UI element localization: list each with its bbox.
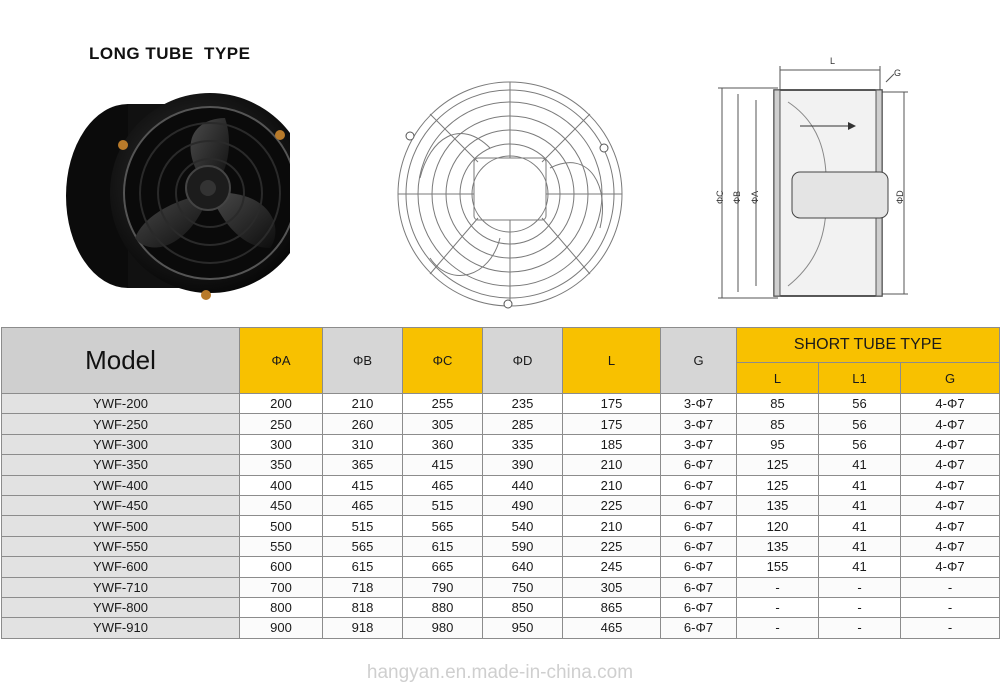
value-cell-b: 718 bbox=[323, 577, 403, 597]
value-cell-g: 6-Φ7 bbox=[661, 495, 737, 515]
value-cell-a: 900 bbox=[240, 618, 323, 638]
value-cell-l: 185 bbox=[563, 434, 661, 454]
value-cell-b: 365 bbox=[323, 455, 403, 475]
table-row bbox=[2, 475, 1000, 495]
value-cell-g: 6-Φ7 bbox=[661, 557, 737, 577]
value-cell-sl: 125 bbox=[737, 455, 819, 475]
value-cell-g: 6-Φ7 bbox=[661, 536, 737, 556]
value-cell-d: 440 bbox=[483, 475, 563, 495]
value-cell-g: 6-Φ7 bbox=[661, 618, 737, 638]
value-cell-a: 250 bbox=[240, 414, 323, 434]
dim-label-phiD: ΦD bbox=[895, 190, 905, 204]
model-cell: YWF-710 bbox=[2, 577, 240, 597]
fan-photo bbox=[50, 78, 290, 310]
value-cell-sl1: 41 bbox=[819, 536, 901, 556]
spec-table bbox=[1, 327, 1000, 639]
value-cell-sl: - bbox=[737, 577, 819, 597]
value-cell-sl1: 41 bbox=[819, 475, 901, 495]
page-title: LONG TUBE TYPE bbox=[89, 44, 251, 63]
value-cell-sl: 135 bbox=[737, 495, 819, 515]
value-cell-l: 225 bbox=[563, 536, 661, 556]
value-cell-sg: 4-Φ7 bbox=[901, 455, 1000, 475]
table-row bbox=[2, 414, 1000, 434]
value-cell-g: 6-Φ7 bbox=[661, 475, 737, 495]
value-cell-a: 800 bbox=[240, 597, 323, 617]
value-cell-c: 665 bbox=[403, 557, 483, 577]
table-row bbox=[2, 536, 1000, 556]
value-cell-sl: - bbox=[737, 597, 819, 617]
value-cell-b: 210 bbox=[323, 394, 403, 414]
grille-drawing bbox=[390, 78, 630, 310]
model-cell: YWF-500 bbox=[2, 516, 240, 536]
value-cell-sl1: 56 bbox=[819, 394, 901, 414]
dim-label-phiB: ΦB bbox=[732, 190, 742, 204]
value-cell-a: 700 bbox=[240, 577, 323, 597]
table-row bbox=[2, 455, 1000, 475]
value-cell-sl: 85 bbox=[737, 414, 819, 434]
model-cell: YWF-400 bbox=[2, 475, 240, 495]
value-cell-l: 175 bbox=[563, 414, 661, 434]
model-cell: YWF-550 bbox=[2, 536, 240, 556]
value-cell-d: 590 bbox=[483, 536, 563, 556]
value-cell-d: 390 bbox=[483, 455, 563, 475]
value-cell-l: 175 bbox=[563, 394, 661, 414]
value-cell-b: 310 bbox=[323, 434, 403, 454]
value-cell-d: 640 bbox=[483, 557, 563, 577]
value-cell-l: 210 bbox=[563, 475, 661, 495]
value-cell-sl1: 41 bbox=[819, 516, 901, 536]
value-cell-b: 918 bbox=[323, 618, 403, 638]
value-cell-a: 400 bbox=[240, 475, 323, 495]
dim-label-G: G bbox=[894, 68, 902, 78]
value-cell-sg: 4-Φ7 bbox=[901, 475, 1000, 495]
value-cell-d: 950 bbox=[483, 618, 563, 638]
table-row bbox=[2, 618, 1000, 638]
value-cell-c: 360 bbox=[403, 434, 483, 454]
short-col-header-g: G bbox=[901, 363, 1000, 394]
value-cell-g: 6-Φ7 bbox=[661, 455, 737, 475]
table-row bbox=[2, 394, 1000, 414]
value-cell-a: 450 bbox=[240, 495, 323, 515]
value-cell-d: 285 bbox=[483, 414, 563, 434]
model-cell: YWF-200 bbox=[2, 394, 240, 414]
value-cell-a: 550 bbox=[240, 536, 323, 556]
col-header-c: ΦC bbox=[403, 328, 483, 394]
model-cell: YWF-350 bbox=[2, 455, 240, 475]
value-cell-sg: 4-Φ7 bbox=[901, 516, 1000, 536]
value-cell-sl1: - bbox=[819, 577, 901, 597]
value-cell-c: 255 bbox=[403, 394, 483, 414]
value-cell-sl1: 41 bbox=[819, 495, 901, 515]
value-cell-l: 305 bbox=[563, 577, 661, 597]
value-cell-d: 750 bbox=[483, 577, 563, 597]
value-cell-a: 600 bbox=[240, 557, 323, 577]
value-cell-l: 245 bbox=[563, 557, 661, 577]
col-header-b: ΦB bbox=[323, 328, 403, 394]
col-header-d: ΦD bbox=[483, 328, 563, 394]
value-cell-sl: 135 bbox=[737, 536, 819, 556]
value-cell-d: 235 bbox=[483, 394, 563, 414]
table-row bbox=[2, 434, 1000, 454]
value-cell-a: 500 bbox=[240, 516, 323, 536]
value-cell-b: 565 bbox=[323, 536, 403, 556]
dim-label-phiC: ΦC bbox=[715, 190, 725, 204]
value-cell-sl1: 41 bbox=[819, 557, 901, 577]
value-cell-sg: - bbox=[901, 618, 1000, 638]
col-header-l: L bbox=[563, 328, 661, 394]
value-cell-c: 615 bbox=[403, 536, 483, 556]
value-cell-c: 305 bbox=[403, 414, 483, 434]
value-cell-sl1: 41 bbox=[819, 455, 901, 475]
value-cell-g: 3-Φ7 bbox=[661, 434, 737, 454]
table-row bbox=[2, 597, 1000, 617]
value-cell-sl1: 56 bbox=[819, 434, 901, 454]
model-cell: YWF-910 bbox=[2, 618, 240, 638]
value-cell-c: 465 bbox=[403, 475, 483, 495]
value-cell-g: 6-Φ7 bbox=[661, 577, 737, 597]
value-cell-sg: 4-Φ7 bbox=[901, 557, 1000, 577]
dimension-drawing bbox=[708, 52, 928, 314]
value-cell-g: 6-Φ7 bbox=[661, 597, 737, 617]
value-cell-sg: 4-Φ7 bbox=[901, 434, 1000, 454]
value-cell-sl: 85 bbox=[737, 394, 819, 414]
value-cell-b: 515 bbox=[323, 516, 403, 536]
value-cell-sl1: - bbox=[819, 597, 901, 617]
value-cell-c: 515 bbox=[403, 495, 483, 515]
value-cell-d: 850 bbox=[483, 597, 563, 617]
watermark-text: hangyan.en.made-in-china.com bbox=[366, 662, 634, 683]
value-cell-l: 225 bbox=[563, 495, 661, 515]
value-cell-c: 790 bbox=[403, 577, 483, 597]
value-cell-sl: 95 bbox=[737, 434, 819, 454]
value-cell-sg: 4-Φ7 bbox=[901, 495, 1000, 515]
value-cell-b: 465 bbox=[323, 495, 403, 515]
model-cell: YWF-450 bbox=[2, 495, 240, 515]
col-header-g: G bbox=[661, 328, 737, 394]
value-cell-b: 415 bbox=[323, 475, 403, 495]
model-header: Model bbox=[2, 328, 240, 394]
short-tube-header: SHORT TUBE TYPE bbox=[737, 328, 1000, 363]
value-cell-l: 865 bbox=[563, 597, 661, 617]
value-cell-b: 615 bbox=[323, 557, 403, 577]
table-row bbox=[2, 516, 1000, 536]
value-cell-g: 6-Φ7 bbox=[661, 516, 737, 536]
value-cell-c: 880 bbox=[403, 597, 483, 617]
value-cell-g: 3-Φ7 bbox=[661, 414, 737, 434]
model-cell: YWF-300 bbox=[2, 434, 240, 454]
value-cell-a: 200 bbox=[240, 394, 323, 414]
value-cell-sg: - bbox=[901, 577, 1000, 597]
short-col-header-l: L bbox=[737, 363, 819, 394]
value-cell-sl1: 56 bbox=[819, 414, 901, 434]
value-cell-d: 490 bbox=[483, 495, 563, 515]
value-cell-d: 335 bbox=[483, 434, 563, 454]
value-cell-sl1: - bbox=[819, 618, 901, 638]
model-cell: YWF-800 bbox=[2, 597, 240, 617]
value-cell-sl: 155 bbox=[737, 557, 819, 577]
model-cell: YWF-600 bbox=[2, 557, 240, 577]
model-cell: YWF-250 bbox=[2, 414, 240, 434]
value-cell-c: 980 bbox=[403, 618, 483, 638]
value-cell-sg: 4-Φ7 bbox=[901, 414, 1000, 434]
value-cell-c: 415 bbox=[403, 455, 483, 475]
short-col-header-l1: L1 bbox=[819, 363, 901, 394]
value-cell-sg: 4-Φ7 bbox=[901, 536, 1000, 556]
value-cell-sg: - bbox=[901, 597, 1000, 617]
value-cell-sl: 125 bbox=[737, 475, 819, 495]
value-cell-c: 565 bbox=[403, 516, 483, 536]
value-cell-a: 350 bbox=[240, 455, 323, 475]
table-row bbox=[2, 495, 1000, 515]
value-cell-b: 260 bbox=[323, 414, 403, 434]
value-cell-g: 3-Φ7 bbox=[661, 394, 737, 414]
value-cell-sl: 120 bbox=[737, 516, 819, 536]
value-cell-a: 300 bbox=[240, 434, 323, 454]
dim-label-phiA: ΦA bbox=[750, 190, 760, 204]
value-cell-sg: 4-Φ7 bbox=[901, 394, 1000, 414]
value-cell-l: 210 bbox=[563, 516, 661, 536]
dim-label-L: L bbox=[830, 56, 836, 66]
table-row bbox=[2, 557, 1000, 577]
col-header-a: ΦA bbox=[240, 328, 323, 394]
value-cell-l: 465 bbox=[563, 618, 661, 638]
value-cell-l: 210 bbox=[563, 455, 661, 475]
table-row bbox=[2, 577, 1000, 597]
value-cell-d: 540 bbox=[483, 516, 563, 536]
value-cell-b: 818 bbox=[323, 597, 403, 617]
value-cell-sl: - bbox=[737, 618, 819, 638]
